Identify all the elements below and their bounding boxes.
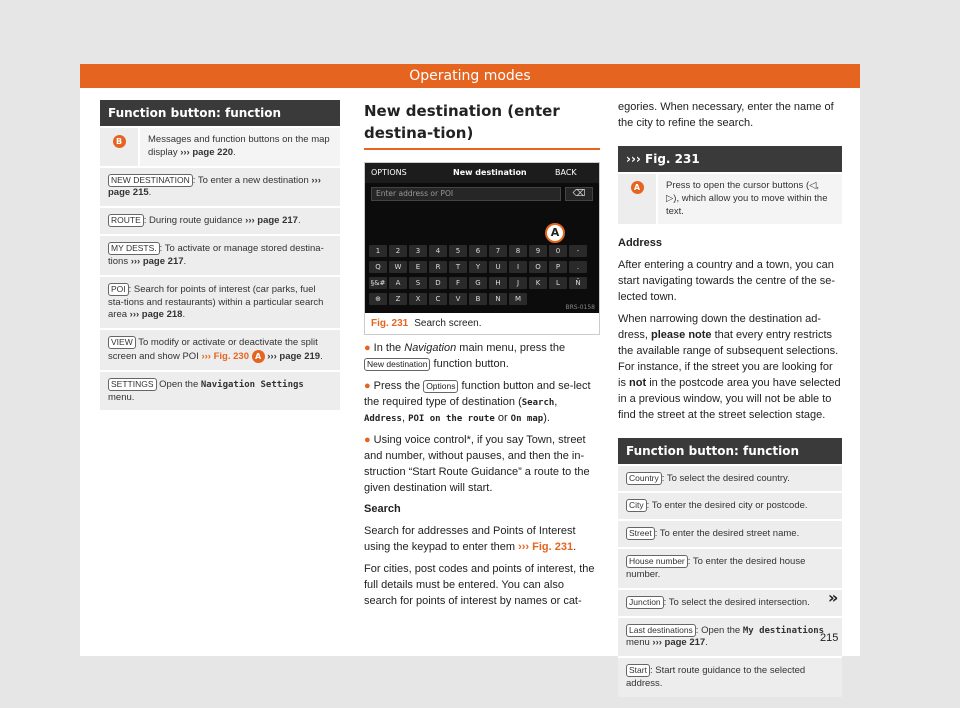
keyboard-key: T [449, 261, 467, 273]
page-ref: ››› page 217 [245, 215, 298, 227]
address-input: Enter address or POI [371, 187, 561, 201]
right-function-table [618, 438, 842, 697]
start-button: Start [626, 664, 650, 677]
route-button: ROUTE [108, 214, 144, 227]
screen-top-bar [365, 163, 599, 183]
keyboard-key: H [489, 277, 507, 289]
keyboard-key: D [429, 277, 447, 289]
keyboard-key: R [429, 261, 447, 273]
table-row-b: B Messages and function buttons on the map display ››› page 220. [100, 126, 340, 166]
manual-page [80, 64, 860, 689]
keyboard-key: I [509, 261, 527, 273]
keys-row-1 [369, 245, 587, 257]
keyboard-key: 4 [429, 245, 447, 257]
search-screen-image [365, 163, 599, 313]
right-column [618, 100, 842, 697]
keyboard-key: K [529, 277, 547, 289]
keyboard-key: ⊕ [369, 293, 387, 305]
middle-column [364, 100, 600, 610]
row-text: Messages and function buttons on the map display [148, 134, 330, 158]
keyboard-key: M [509, 293, 527, 305]
keyboard-key: U [489, 261, 507, 273]
keyboard-key: 1 [369, 245, 387, 257]
junction-button: Junction [626, 596, 664, 609]
address-section [618, 236, 842, 423]
new-destination-button: NEW DESTINATION [108, 174, 193, 187]
view-button: VIEW [108, 336, 136, 349]
screen-title: New destination [453, 168, 527, 177]
poi-button: POI [108, 283, 129, 296]
keys-row-4 [369, 293, 527, 305]
keyboard-key: Y [469, 261, 487, 273]
keyboard-key: C [429, 293, 447, 305]
keys-row-3 [369, 277, 587, 289]
left-function-table [100, 100, 340, 410]
new-destination-button: New destination [364, 358, 430, 371]
keyboard-key: E [409, 261, 427, 273]
figure-code: BRS-0158 [565, 304, 595, 311]
table-row-route: ROUTE : During route guidance ››› page 217. [100, 206, 340, 234]
table-row-house-number: House number : To enter the desired house number. [618, 547, 842, 588]
keyboard-key: G [469, 277, 487, 289]
keyboard-key: S [409, 277, 427, 289]
menu-name: Navigation Settings [200, 379, 304, 390]
bullet-1: ● In the Navigation main menu, press the New destination function button. [364, 342, 566, 370]
page-ref: ››› page 215 [108, 174, 321, 199]
keyboard-key: J [509, 277, 527, 289]
table-row-country: Country : To select the desired country. [618, 464, 842, 492]
continue-arrow-icon: » [828, 588, 839, 607]
figure-caption: Fig. 231 Search screen. [371, 318, 482, 329]
keyboard-key: 0 [549, 245, 567, 257]
callout-b-icon: B [113, 135, 126, 148]
back-label: BACK [555, 168, 577, 177]
options-label: OPTIONS [371, 168, 407, 177]
keyboard-key: A [389, 277, 407, 289]
fig-ref: ››› Fig. 230 [201, 350, 249, 362]
table-row-poi: POI : Search for points of interest (car parks, fuel sta-tions and restaurants) within a particular search area ››› page 218. [100, 275, 340, 328]
search-heading: Search [364, 503, 401, 516]
page-number: 215 [820, 632, 839, 644]
keyboard-key: Q [369, 261, 387, 273]
keyboard-key: 7 [489, 245, 507, 257]
section-header: Operating modes [80, 64, 860, 88]
table-row-street: Street : To enter the desired street name. [618, 519, 842, 547]
figure-231 [364, 162, 600, 335]
page-ref: ››› page 220 [180, 146, 234, 158]
keyboard-key: 5 [449, 245, 467, 257]
house-number-button: House number [626, 555, 688, 568]
callout-a-icon: A [252, 350, 265, 363]
keyboard-key: 8 [509, 245, 527, 257]
address-paragraph-1: After entering a country and a town, you can start navigating towards the centre of the se-lected town. [618, 259, 836, 304]
keyboard-key: 9 [529, 245, 547, 257]
country-button: Country [626, 472, 662, 485]
keyboard-key: §&# [370, 279, 386, 287]
table-title: Function button: function [618, 438, 842, 464]
section-title: New destination (enter destina-tion) [364, 100, 600, 150]
search-paragraph: Search for addresses and Points of Interest using the keypad to enter them ››› Fig. 231. [364, 525, 577, 554]
keyboard-key: B [469, 293, 487, 305]
table-row-last-destinations: Last destinations : Open the My destinations menu ››› page 217. [618, 616, 842, 657]
address-heading: Address [618, 237, 663, 250]
table-row-view: VIEW To modify or activate or deactivate the split screen and show POI ››› Fig. 230 A ››› page 219. [100, 328, 340, 370]
address-paragraph-2: When narrowing down the destination ad-dress, please note that every entry restricts the available range of subsequent selections. For instance, if the street you are looking for is not in the postcode area you have selected in a previous window, you will not be able to find the street at the street selection stage. [618, 313, 841, 421]
keyboard-key: . [569, 261, 587, 273]
keyboard-key: P [549, 261, 567, 273]
keyboard-key: W [389, 261, 407, 273]
middle-body [364, 341, 600, 610]
continued-paragraph: egories. When necessary, enter the name of the city to refine the search. [618, 101, 834, 129]
street-button: Street [626, 527, 655, 540]
my-dests-button: MY DESTS. [108, 242, 160, 255]
keyboard-key: N [489, 293, 507, 305]
settings-button: SETTINGS [108, 378, 157, 391]
table-row-my-dests: MY DESTS. : To activate or manage stored destina-tions ››› page 217. [100, 234, 340, 275]
cities-paragraph: For cities, post codes and points of interest, the full details must be entered. You can also search for points of interest by names or cat- [364, 563, 595, 608]
page-ref: ››› page 218 [129, 309, 183, 321]
table-row-junction: Junction : To select the desired intersection. [618, 588, 842, 616]
keyboard-key: V [449, 293, 467, 305]
keyboard-key: 3 [409, 245, 427, 257]
keyboard-key: X [409, 293, 427, 305]
delete-icon: ⌫ [565, 187, 593, 201]
keyboard-key: O [529, 261, 547, 273]
city-button: City [626, 499, 647, 512]
figure-table-row: A Press to open the cursor buttons (◁, ▷), which allow you to move within the text. [618, 172, 842, 224]
table-row-city: City : To enter the desired city or postcode. [618, 491, 842, 519]
figure-table-title: ››› Fig. 231 [618, 146, 842, 172]
table-title: Function button: function [100, 100, 340, 126]
callout-a-icon: A [631, 181, 644, 194]
keyboard-key: 2 [389, 245, 407, 257]
page-ref: ››› page 217 [130, 255, 184, 267]
callout-a: A [545, 223, 565, 243]
last-destinations-button: Last destinations [626, 624, 696, 637]
keyboard-key: F [449, 277, 467, 289]
keys-row-2 [369, 261, 587, 273]
options-button: Options [423, 380, 458, 393]
bullet-3: ● Using voice control*, if you say Town, street and number, without pauses, and then the in-struction “Start Route Guidance” a route to the given destination will start. [364, 433, 590, 494]
table-row-settings: SETTINGS Open the Navigation Settings menu. [100, 370, 340, 411]
page-ref: ››› page 219 [267, 350, 321, 362]
keyboard-key: 6 [469, 245, 487, 257]
bullet-2: ● Press the Options function button and se-lect the required type of destination (Search, Address, POI on the route or On map). [364, 379, 591, 424]
keyboard-key: Z [389, 293, 407, 305]
table-row-start: Start : Start route guidance to the selected address. [618, 656, 842, 697]
keyboard-key: - [569, 245, 587, 257]
figure-table [618, 146, 842, 224]
table-row-new-destination: NEW DESTINATION : To enter a new destination ››› page 215. [100, 166, 340, 207]
keyboard-key: L [549, 277, 567, 289]
keyboard-key: Ñ [569, 277, 587, 289]
